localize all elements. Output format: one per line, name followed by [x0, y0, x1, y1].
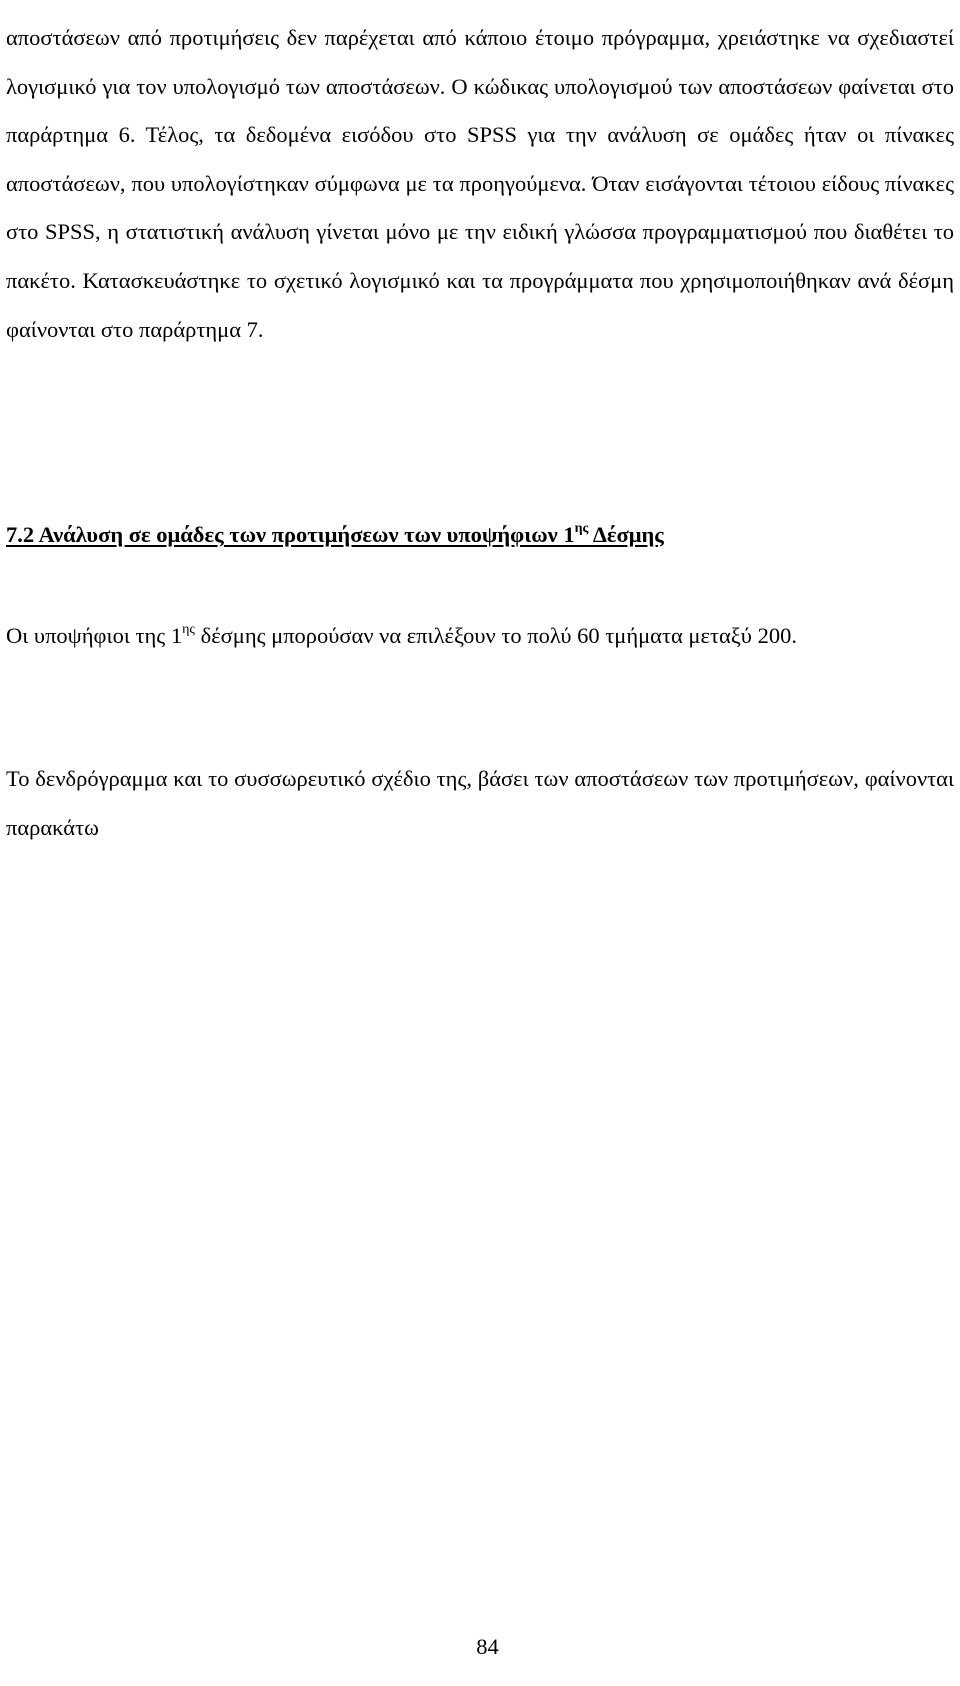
paragraph-2-before: Οι υποψήφιοι της 1 [6, 623, 183, 648]
body-paragraph-distances: αποστάσεων από προτιμήσεις δεν παρέχεται από κάποιο έτοιμο πρόγραμμα, χρειάστηκε να σχεδιαστεί λογισμικό για τον υπολογισμό των αποστάσεων. Ο κώδικας υπολογισμού των αποστάσεων φαίνεται στο παράρτημα 6. Τέλος, τα δεδομένα εισόδου στο SPSS για την ανάλυση σε ομάδες ήταν οι πίνακες αποστάσεων, που υπολογίστηκαν σύμφωνα με τα προηγούμενα. Όταν εισάγονται τέτοιου είδους πίνακες στο SPSS, η στατιστική ανάλυση γίνεται μόνο με την ειδική γλώσσα προγραμματισμού που διαθέτει το πακέτο. Κατασκευάστηκε το σχετικό λογισμικό και τα προγράμματα που χρησιμοποιήθηκαν ανά δέσμη φαίνονται στο παράρτημα 7. [6, 25, 954, 342]
section-heading-superscript: ης [574, 521, 589, 537]
body-paragraph-dendrogram: Το δενδρόγραμμα και το συσσωρευτικό σχέδιο της, βάσει των αποστάσεων των προτιμήσεων, φαίνονται παρακάτω [6, 766, 954, 840]
page-number: 84 [476, 1634, 499, 1659]
section-heading [6, 522, 664, 548]
section-heading-text: 7.2 Ανάλυση σε ομάδες των προτιμήσεων των υποψήφιων 1 [6, 522, 575, 547]
section-heading-tail: Δέσμης [588, 522, 664, 547]
paragraph-2-after: δέσμης μπορούσαν να επιλέξουν το πολύ 60 τμήματα μεταξύ 200. [194, 623, 797, 648]
paragraph-2-superscript: ης [182, 622, 195, 638]
body-paragraph-candidates [6, 612, 954, 661]
